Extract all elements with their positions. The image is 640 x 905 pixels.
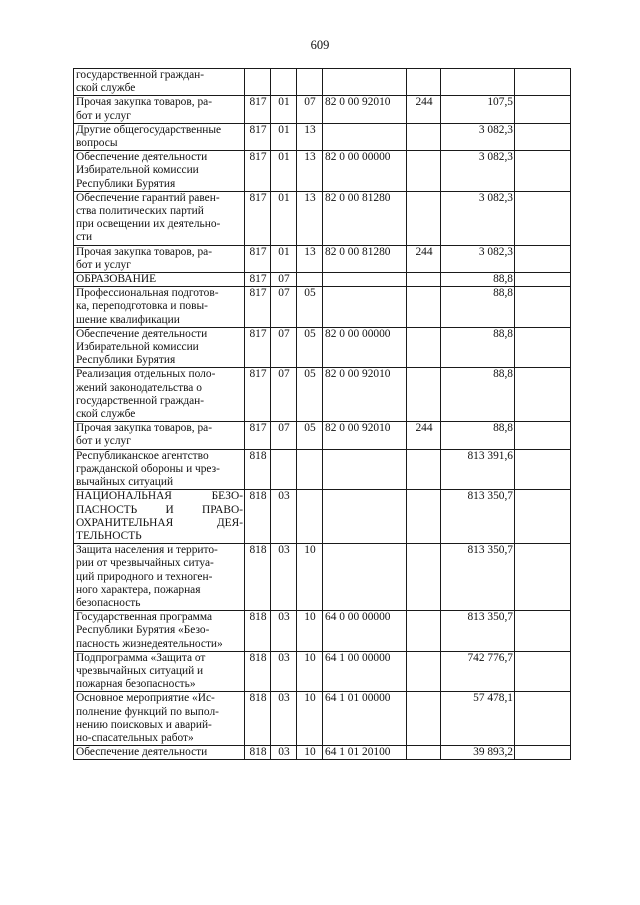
subsection-code-cell bbox=[297, 490, 323, 544]
item-name-cell bbox=[74, 273, 245, 287]
amount-cell: 3 082,3 bbox=[441, 151, 515, 192]
grbs-code-cell: 818 bbox=[245, 611, 271, 652]
expense-type-cell bbox=[407, 368, 441, 422]
item-name-cell bbox=[74, 692, 245, 746]
amount-cell: 813 350,7 bbox=[441, 611, 515, 652]
empty-column-cell bbox=[515, 151, 571, 192]
subsection-code-cell: 05 bbox=[297, 368, 323, 422]
section-code-cell: 01 bbox=[271, 151, 297, 192]
item-name-line: при освещении их деятельно- bbox=[76, 218, 221, 231]
expense-type-cell bbox=[407, 449, 441, 490]
empty-column-cell bbox=[515, 449, 571, 490]
grbs-code-cell: 817 bbox=[245, 245, 271, 272]
table-row bbox=[74, 151, 571, 192]
table-row bbox=[74, 96, 571, 123]
section-code-cell: 07 bbox=[271, 327, 297, 368]
expense-type-cell: 244 bbox=[407, 245, 441, 272]
target-article-cell bbox=[323, 123, 407, 150]
expense-type-cell bbox=[407, 123, 441, 150]
item-name-line: ка, переподготовка и повы- bbox=[76, 300, 208, 313]
expense-type-cell bbox=[407, 273, 441, 287]
item-name-cell bbox=[74, 544, 245, 611]
item-name-cell bbox=[74, 287, 245, 328]
grbs-code-cell: 818 bbox=[245, 449, 271, 490]
expense-type-cell bbox=[407, 191, 441, 245]
amount-cell: 3 082,3 bbox=[441, 123, 515, 150]
empty-column-cell bbox=[515, 422, 571, 449]
grbs-code-cell: 817 bbox=[245, 327, 271, 368]
expense-type-cell bbox=[407, 69, 441, 96]
expense-type-cell bbox=[407, 746, 441, 760]
empty-column-cell bbox=[515, 245, 571, 272]
grbs-code-cell bbox=[245, 69, 271, 96]
item-name-line: сти bbox=[76, 231, 93, 244]
expense-type-cell bbox=[407, 490, 441, 544]
amount-cell: 88,8 bbox=[441, 368, 515, 422]
item-name-line: Обеспечение деятельности bbox=[76, 746, 208, 759]
section-code-cell: 03 bbox=[271, 692, 297, 746]
subsection-code-cell: 10 bbox=[297, 611, 323, 652]
target-article-cell: 82 0 00 92010 bbox=[323, 368, 407, 422]
amount-cell bbox=[441, 69, 515, 96]
target-article-cell bbox=[323, 69, 407, 96]
expense-type-cell bbox=[407, 327, 441, 368]
section-code-cell: 07 bbox=[271, 368, 297, 422]
item-name-line: НАЦИОНАЛЬНАЯ БЕЗО- bbox=[76, 490, 243, 503]
expense-type-cell bbox=[407, 692, 441, 746]
empty-column-cell bbox=[515, 368, 571, 422]
target-article-cell bbox=[323, 287, 407, 328]
expense-type-cell bbox=[407, 151, 441, 192]
item-name-line: Обеспечение гарантий равен- bbox=[76, 191, 220, 204]
item-name-line: пасность жизнедеятельности» bbox=[76, 637, 223, 650]
item-name-line: бот и услуг bbox=[76, 109, 131, 122]
section-code-cell: 03 bbox=[271, 651, 297, 692]
item-name-line: ской службе bbox=[76, 82, 136, 95]
item-name-line: ства политических партий bbox=[76, 205, 204, 218]
item-name-line: Прочая закупка товаров, ра- bbox=[76, 245, 212, 258]
item-name-cell bbox=[74, 191, 245, 245]
subsection-code-cell bbox=[297, 449, 323, 490]
table-row bbox=[74, 368, 571, 422]
item-name-line: чрезвычайных ситуаций и bbox=[76, 664, 204, 677]
subsection-code-cell: 05 bbox=[297, 327, 323, 368]
item-name-line: ПАСНОСТЬ И ПРАВО- bbox=[76, 503, 243, 516]
empty-column-cell bbox=[515, 123, 571, 150]
target-article-cell: 64 1 01 00000 bbox=[323, 692, 407, 746]
empty-column-cell bbox=[515, 544, 571, 611]
empty-column-cell bbox=[515, 287, 571, 328]
subsection-code-cell: 13 bbox=[297, 245, 323, 272]
target-article-cell: 64 1 00 00000 bbox=[323, 651, 407, 692]
empty-column-cell bbox=[515, 191, 571, 245]
empty-column-cell bbox=[515, 692, 571, 746]
target-article-cell: 82 0 00 00000 bbox=[323, 327, 407, 368]
target-article-cell: 82 0 00 81280 bbox=[323, 191, 407, 245]
table-row bbox=[74, 191, 571, 245]
item-name-line: ОБРАЗОВАНИЕ bbox=[76, 273, 157, 286]
item-name-line: Обеспечение деятельности bbox=[76, 327, 208, 340]
item-name-line: бот и услуг bbox=[76, 435, 131, 448]
amount-cell: 3 082,3 bbox=[441, 245, 515, 272]
target-article-cell: 82 0 00 81280 bbox=[323, 245, 407, 272]
subsection-code-cell: 05 bbox=[297, 287, 323, 328]
subsection-code-cell bbox=[297, 273, 323, 287]
section-code-cell: 07 bbox=[271, 422, 297, 449]
page-number: 609 bbox=[310, 38, 330, 52]
subsection-code-cell: 13 bbox=[297, 151, 323, 192]
item-name-line: Избирательной комиссии bbox=[76, 164, 199, 177]
item-name-cell bbox=[74, 611, 245, 652]
table-row bbox=[74, 273, 571, 287]
item-name-line: но-спасательных работ» bbox=[76, 731, 194, 744]
grbs-code-cell: 818 bbox=[245, 490, 271, 544]
subsection-code-cell bbox=[297, 69, 323, 96]
item-name-line: безопасность bbox=[76, 596, 141, 609]
section-code-cell: 01 bbox=[271, 123, 297, 150]
amount-cell: 107,5 bbox=[441, 96, 515, 123]
expense-type-cell bbox=[407, 651, 441, 692]
amount-cell: 88,8 bbox=[441, 287, 515, 328]
item-name-line: государственной граждан- bbox=[76, 69, 205, 81]
item-name-line: Другие общегосударственные bbox=[76, 123, 222, 136]
item-name-line: рии от чрезвычайных ситуа- bbox=[76, 557, 214, 570]
item-name-line: бот и услуг bbox=[76, 258, 131, 271]
item-name-line: ТЕЛЬНОСТЬ bbox=[76, 529, 142, 542]
empty-column-cell bbox=[515, 746, 571, 760]
subsection-code-cell: 07 bbox=[297, 96, 323, 123]
item-name-line: гражданской обороны и чрез- bbox=[76, 462, 220, 475]
target-article-cell bbox=[323, 490, 407, 544]
amount-cell: 742 776,7 bbox=[441, 651, 515, 692]
table-row bbox=[74, 287, 571, 328]
section-code-cell: 03 bbox=[271, 746, 297, 760]
item-name-line: Обеспечение деятельности bbox=[76, 151, 208, 164]
item-name-cell bbox=[74, 422, 245, 449]
section-code-cell: 07 bbox=[271, 287, 297, 328]
item-name-line: Подпрограмма «Защита от bbox=[76, 651, 206, 664]
item-name-line: Республики Бурятия «Безо- bbox=[76, 624, 210, 637]
section-code-cell: 01 bbox=[271, 245, 297, 272]
table-row bbox=[74, 422, 571, 449]
expense-type-cell bbox=[407, 611, 441, 652]
section-code-cell: 03 bbox=[271, 544, 297, 611]
amount-cell: 813 350,7 bbox=[441, 544, 515, 611]
section-code-cell: 07 bbox=[271, 273, 297, 287]
expense-type-cell bbox=[407, 287, 441, 328]
item-name-line: Государственная программа bbox=[76, 611, 213, 624]
grbs-code-cell: 818 bbox=[245, 544, 271, 611]
target-article-cell: 82 0 00 00000 bbox=[323, 151, 407, 192]
amount-cell: 57 478,1 bbox=[441, 692, 515, 746]
item-name-line: Республиканское агентство bbox=[76, 449, 209, 462]
item-name-line: жений законодательства о bbox=[76, 381, 202, 394]
table-row bbox=[74, 651, 571, 692]
budget-table bbox=[73, 68, 571, 760]
amount-cell: 813 391,6 bbox=[441, 449, 515, 490]
grbs-code-cell: 817 bbox=[245, 287, 271, 328]
subsection-code-cell: 13 bbox=[297, 123, 323, 150]
item-name-cell bbox=[74, 245, 245, 272]
grbs-code-cell: 817 bbox=[245, 422, 271, 449]
table-row bbox=[74, 544, 571, 611]
target-article-cell bbox=[323, 544, 407, 611]
table-row bbox=[74, 611, 571, 652]
expense-type-cell: 244 bbox=[407, 96, 441, 123]
table-row bbox=[74, 490, 571, 544]
grbs-code-cell: 818 bbox=[245, 651, 271, 692]
item-name-line: Избирательной комиссии bbox=[76, 341, 199, 354]
target-article-cell: 64 0 00 00000 bbox=[323, 611, 407, 652]
grbs-code-cell: 817 bbox=[245, 191, 271, 245]
subsection-code-cell: 13 bbox=[297, 191, 323, 245]
item-name-line: пожарная безопасность» bbox=[76, 678, 196, 691]
empty-column-cell bbox=[515, 490, 571, 544]
target-article-cell bbox=[323, 449, 407, 490]
item-name-line: Основное мероприятие «Ис- bbox=[76, 692, 215, 705]
table-row bbox=[74, 69, 571, 96]
item-name-line: ций природного и техноген- bbox=[76, 570, 213, 583]
item-name-line: Реализация отдельных поло- bbox=[76, 368, 216, 381]
empty-column-cell bbox=[515, 96, 571, 123]
item-name-cell bbox=[74, 368, 245, 422]
target-article-cell: 82 0 00 92010 bbox=[323, 96, 407, 123]
grbs-code-cell: 817 bbox=[245, 273, 271, 287]
amount-cell: 39 893,2 bbox=[441, 746, 515, 760]
expense-type-cell bbox=[407, 544, 441, 611]
budget-table-body bbox=[74, 69, 571, 760]
empty-column-cell bbox=[515, 69, 571, 96]
item-name-cell bbox=[74, 449, 245, 490]
table-row bbox=[74, 123, 571, 150]
expense-type-cell: 244 bbox=[407, 422, 441, 449]
item-name-cell bbox=[74, 151, 245, 192]
item-name-line: ОХРАНИТЕЛЬНАЯ ДЕЯ- bbox=[76, 516, 243, 529]
amount-cell: 813 350,7 bbox=[441, 490, 515, 544]
subsection-code-cell: 10 bbox=[297, 692, 323, 746]
table-row bbox=[74, 245, 571, 272]
section-code-cell bbox=[271, 69, 297, 96]
empty-column-cell bbox=[515, 611, 571, 652]
table-row bbox=[74, 449, 571, 490]
item-name-line: Прочая закупка товаров, ра- bbox=[76, 96, 212, 109]
item-name-cell bbox=[74, 69, 245, 96]
item-name-cell bbox=[74, 123, 245, 150]
table-row bbox=[74, 746, 571, 760]
item-name-line: государственной граждан- bbox=[76, 394, 205, 407]
target-article-cell: 82 0 00 92010 bbox=[323, 422, 407, 449]
table-row bbox=[74, 692, 571, 746]
grbs-code-cell: 817 bbox=[245, 96, 271, 123]
subsection-code-cell: 10 bbox=[297, 746, 323, 760]
grbs-code-cell: 817 bbox=[245, 368, 271, 422]
item-name-line: Республики Бурятия bbox=[76, 354, 176, 367]
subsection-code-cell: 10 bbox=[297, 544, 323, 611]
target-article-cell: 64 1 01 20100 bbox=[323, 746, 407, 760]
grbs-code-cell: 817 bbox=[245, 151, 271, 192]
section-code-cell: 01 bbox=[271, 191, 297, 245]
amount-cell: 88,8 bbox=[441, 422, 515, 449]
item-name-line: Защита населения и террито- bbox=[76, 544, 218, 557]
grbs-code-cell: 818 bbox=[245, 746, 271, 760]
item-name-line: полнение функций по выпол- bbox=[76, 705, 219, 718]
item-name-line: ской службе bbox=[76, 408, 136, 421]
subsection-code-cell: 10 bbox=[297, 651, 323, 692]
item-name-cell bbox=[74, 327, 245, 368]
section-code-cell bbox=[271, 449, 297, 490]
empty-column-cell bbox=[515, 327, 571, 368]
grbs-code-cell: 818 bbox=[245, 692, 271, 746]
item-name-cell bbox=[74, 746, 245, 760]
empty-column-cell bbox=[515, 651, 571, 692]
amount-cell: 3 082,3 bbox=[441, 191, 515, 245]
item-name-cell bbox=[74, 651, 245, 692]
table-row bbox=[74, 327, 571, 368]
section-code-cell: 01 bbox=[271, 96, 297, 123]
section-code-cell: 03 bbox=[271, 490, 297, 544]
grbs-code-cell: 817 bbox=[245, 123, 271, 150]
item-name-line: вычайных ситуаций bbox=[76, 476, 174, 489]
amount-cell: 88,8 bbox=[441, 327, 515, 368]
amount-cell: 88,8 bbox=[441, 273, 515, 287]
item-name-line: Профессиональная подготов- bbox=[76, 287, 219, 300]
item-name-line: вопросы bbox=[76, 137, 118, 150]
item-name-line: ного характера, пожарная bbox=[76, 583, 201, 596]
empty-column-cell bbox=[515, 273, 571, 287]
item-name-line: шение квалификации bbox=[76, 313, 180, 326]
item-name-cell bbox=[74, 96, 245, 123]
section-code-cell: 03 bbox=[271, 611, 297, 652]
item-name-line: нению поисковых и аварий- bbox=[76, 718, 212, 731]
subsection-code-cell: 05 bbox=[297, 422, 323, 449]
target-article-cell bbox=[323, 273, 407, 287]
item-name-line: Республики Бурятия bbox=[76, 177, 176, 190]
item-name-line: Прочая закупка товаров, ра- bbox=[76, 422, 212, 435]
item-name-cell bbox=[74, 490, 245, 544]
